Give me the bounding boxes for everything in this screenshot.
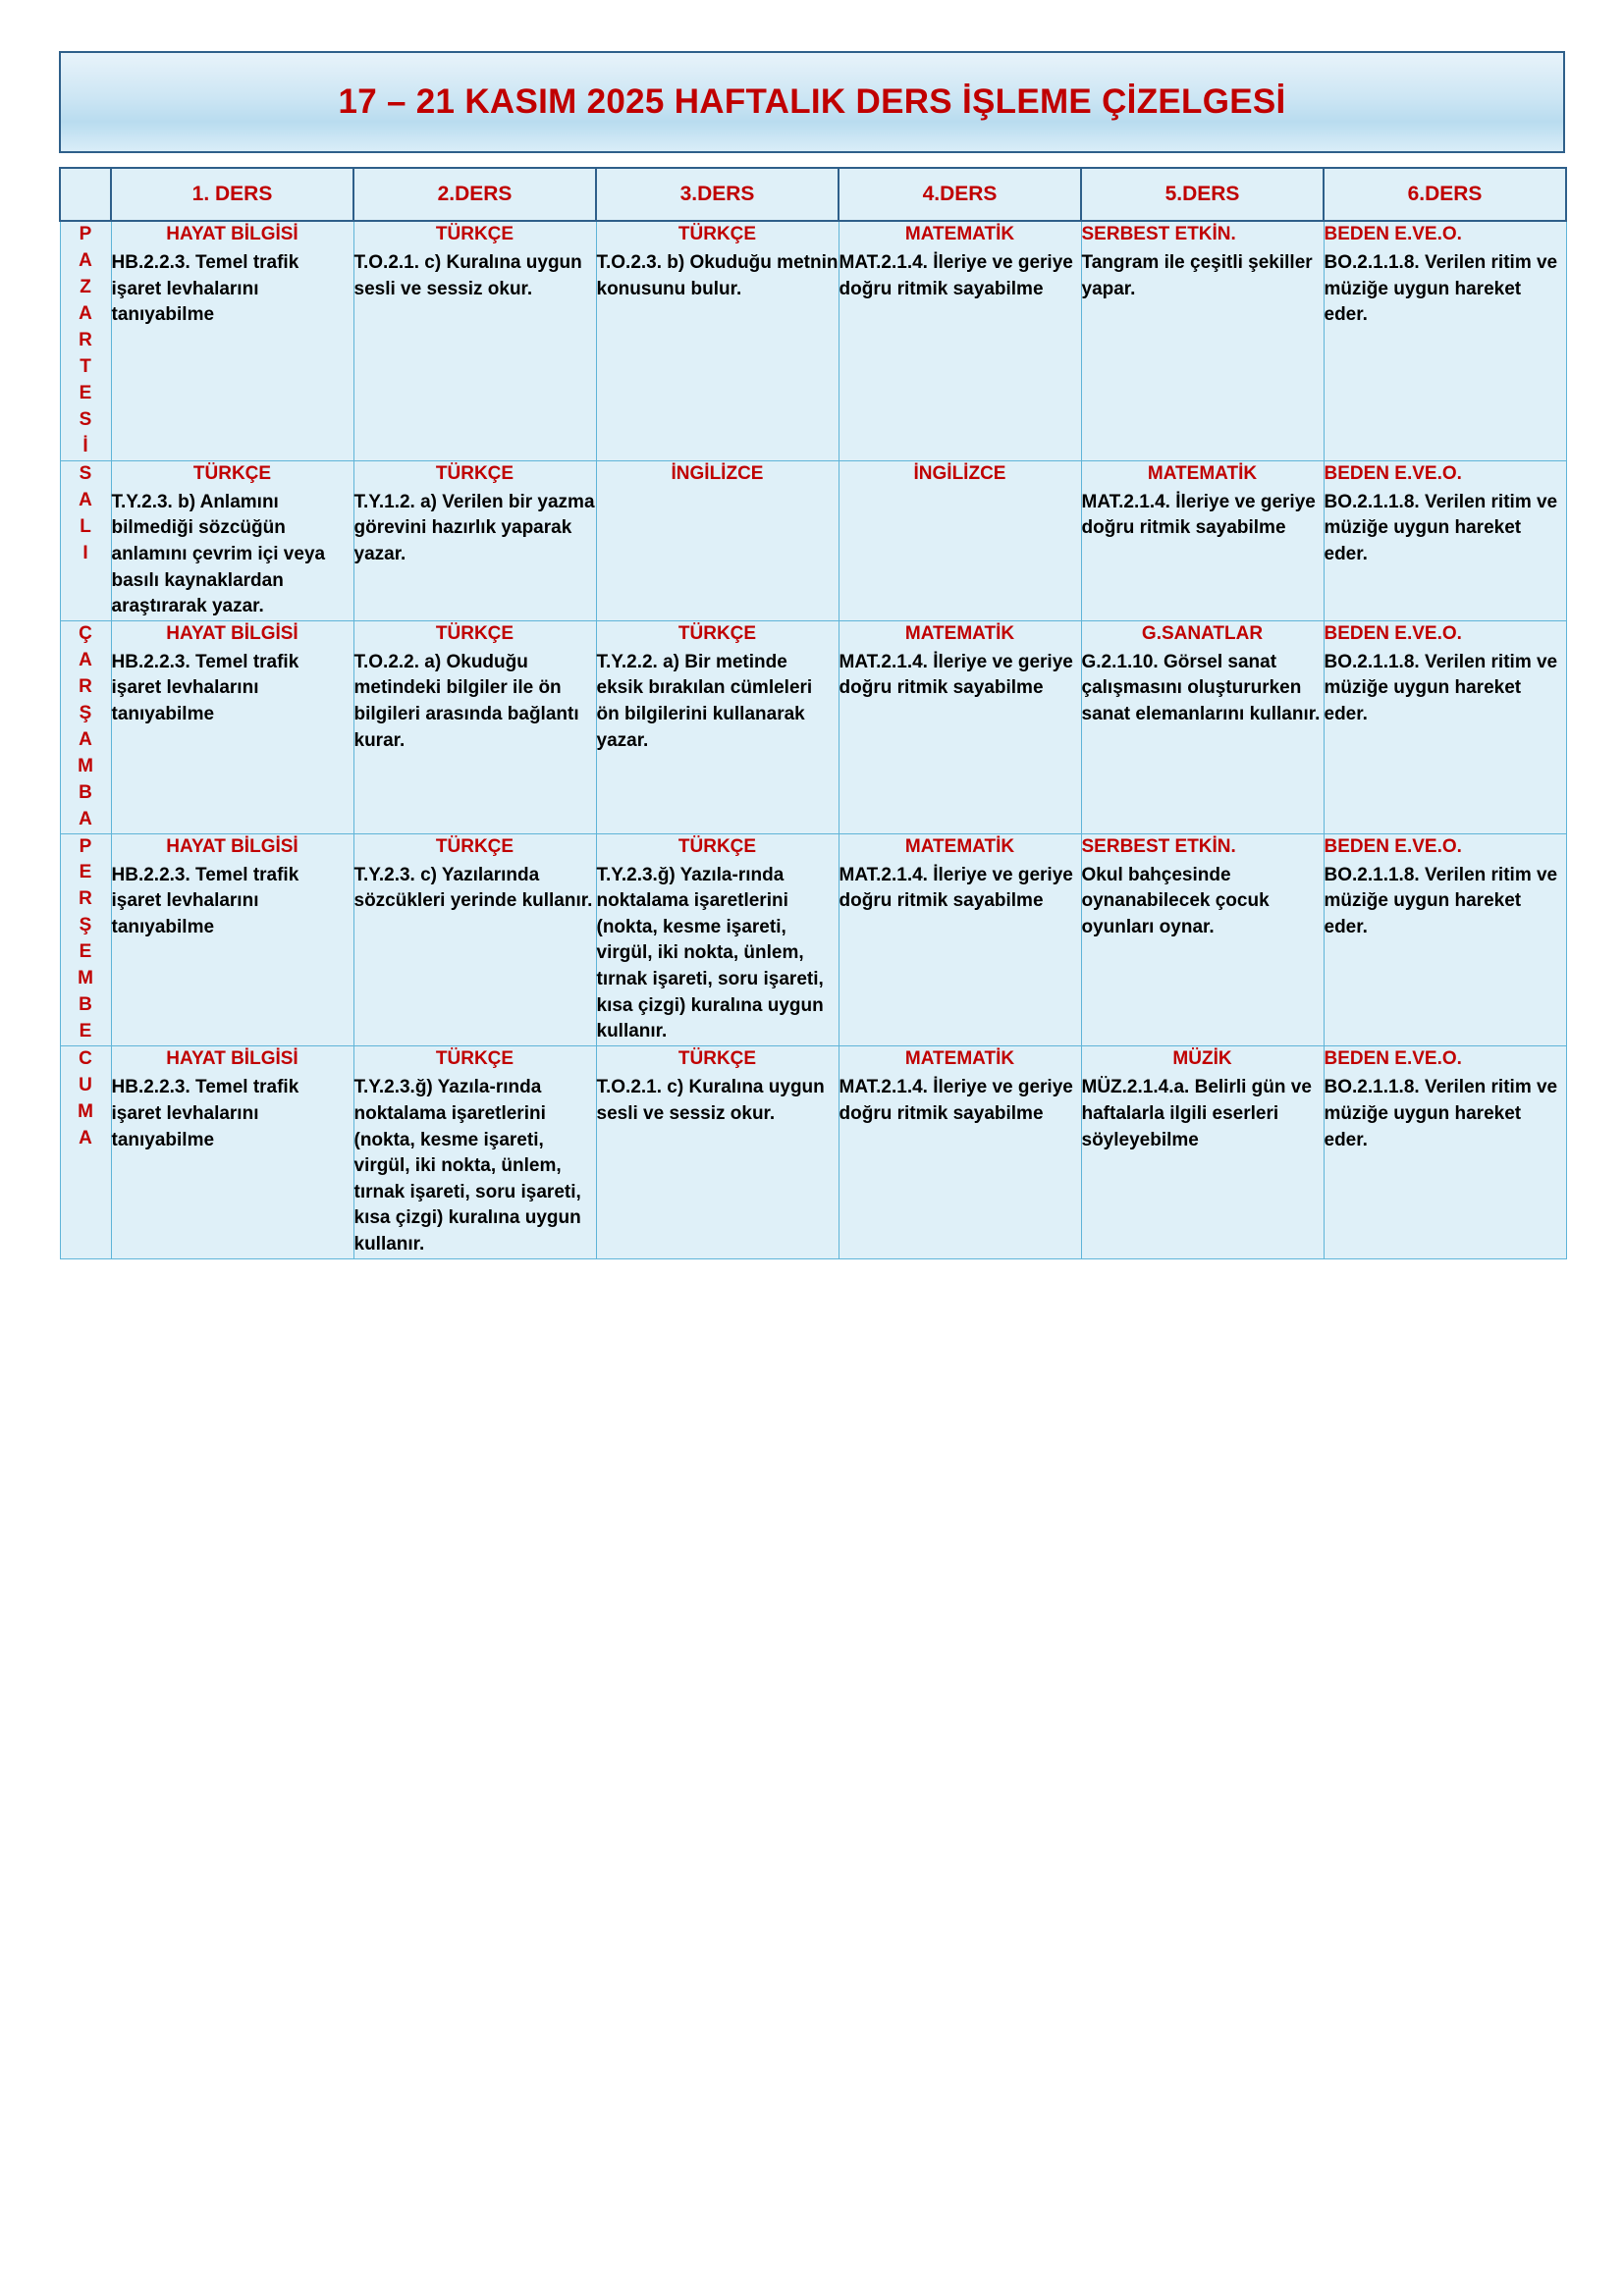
lesson-cell <box>1081 620 1324 833</box>
column-header-lesson-1: 1. DERS <box>111 168 353 221</box>
lesson-outcome: G.2.1.10. Görsel sanat çalışmasını oluştururken sanat elemanlarını kullanır. <box>1081 651 1321 725</box>
lesson-cell <box>111 833 353 1046</box>
lesson-cell <box>353 460 596 620</box>
lesson-subject: TÜRKÇE <box>435 224 514 244</box>
day-label-letter: Ş <box>79 702 92 723</box>
lesson-outcome: BO.2.1.1.8. Verilen ritim ve müziğe uygun hareket eder. <box>1324 1077 1558 1150</box>
lesson-outcome: T.Y.2.3.ğ) Yazıla-rında noktalama işaretlerini (nokta, kesme işareti, virgül, iki nokta, ünlem, tırnak işareti, soru işareti, kısa çizgi) kuralına uygun kullanır. <box>353 1077 581 1255</box>
day-label <box>61 834 111 1046</box>
lesson-outcome: T.Y.1.2. a) Verilen bir yazma görevini hazırlık yaparak yazar. <box>353 491 595 564</box>
lesson-subject: MATEMATİK <box>1147 462 1258 484</box>
day-label-letter: T <box>80 355 91 377</box>
lesson-outcome: MAT.2.1.4. İleriye ve geriye doğru ritmik sayabilme <box>839 252 1073 299</box>
lesson-cell <box>839 833 1081 1046</box>
lesson-cell <box>596 221 839 460</box>
lesson-subject: İNGİLİZCE <box>671 462 764 484</box>
lesson-cell <box>596 833 839 1046</box>
day-label-letter: Ş <box>79 915 92 936</box>
day-label-letter: A <box>79 728 92 750</box>
lesson-outcome: HB.2.2.3. Temel trafik işaret levhalarını tanıyabilme <box>111 252 299 326</box>
table-corner-cell <box>60 168 111 221</box>
lesson-subject: BEDEN E.VE.O. <box>1324 224 1462 244</box>
lesson-cell <box>596 460 839 620</box>
lesson-outcome: MAT.2.1.4. İleriye ve geriye doğru ritmik sayabilme <box>839 1077 1073 1124</box>
lesson-outcome: HB.2.2.3. Temel trafik işaret levhalarını tanıyabilme <box>111 651 299 725</box>
lesson-outcome: BO.2.1.1.8. Verilen ritim ve müziğe uygun hareket eder. <box>1324 491 1558 564</box>
lesson-outcome: MAT.2.1.4. İleriye ve geriye doğru ritmik sayabilme <box>839 864 1073 912</box>
lesson-cell <box>111 460 353 620</box>
day-label-letter: L <box>80 515 91 537</box>
day-label-letter: S <box>79 462 92 484</box>
lesson-cell <box>1324 833 1566 1046</box>
day-label <box>61 222 111 460</box>
day-label-letter: B <box>79 994 92 1016</box>
lesson-cell <box>1324 221 1566 460</box>
lesson-cell <box>111 620 353 833</box>
day-label-letter: A <box>79 302 92 324</box>
lesson-cell <box>839 1046 1081 1258</box>
day-label-letter: A <box>79 1128 92 1149</box>
day-label-letter: İ <box>82 435 88 456</box>
lesson-outcome: T.Y.2.3. b) Anlamını bilmediği sözcüğün anlamını çevrim içi veya basılı kaynaklardan araştırarak yazar. <box>111 491 326 617</box>
day-label-letter: S <box>79 408 92 430</box>
day-label-letter: Z <box>80 276 91 297</box>
day-label-letter: E <box>79 862 92 883</box>
lesson-subject: MATEMATİK <box>904 622 1015 644</box>
day-label-letter: I <box>82 542 88 563</box>
day-label-letter: A <box>79 489 92 510</box>
day-label-cell <box>60 1046 111 1258</box>
lesson-subject: SERBEST ETKİN. <box>1081 224 1236 244</box>
lesson-cell <box>111 1046 353 1258</box>
lesson-subject: İNGİLİZCE <box>913 462 1006 484</box>
day-label-letter: E <box>79 382 92 403</box>
lesson-subject: HAYAT BİLGİSİ <box>166 1048 298 1070</box>
day-label-letter: R <box>79 888 92 910</box>
lesson-cell <box>353 1046 596 1258</box>
lesson-subject: G.SANATLAR <box>1141 622 1264 644</box>
lesson-subject: TÜRKÇE <box>677 622 757 644</box>
lesson-outcome: BO.2.1.1.8. Verilen ritim ve müziğe uygun hareket eder. <box>1324 651 1558 725</box>
lesson-outcome: Tangram ile çeşitli şekiller yapar. <box>1081 252 1313 299</box>
lesson-cell <box>596 1046 839 1258</box>
lesson-subject: HAYAT BİLGİSİ <box>166 835 298 857</box>
day-label <box>61 461 111 567</box>
table-row <box>60 620 1566 833</box>
lesson-outcome: T.O.2.3. b) Okuduğu metnin konusunu bulur. <box>596 252 839 299</box>
lesson-cell <box>596 620 839 833</box>
lesson-outcome: Okul bahçesinde oynanabilecek çocuk oyunları oynar. <box>1081 864 1270 937</box>
lesson-cell <box>353 221 596 460</box>
lesson-cell <box>1081 460 1324 620</box>
lesson-subject: BEDEN E.VE.O. <box>1324 835 1462 857</box>
lesson-cell <box>1081 833 1324 1046</box>
day-label-cell <box>60 221 111 460</box>
lesson-subject: HAYAT BİLGİSİ <box>166 224 298 244</box>
lesson-subject: TÜRKÇE <box>192 462 272 484</box>
lesson-subject: TÜRKÇE <box>435 462 514 484</box>
day-label-letter: R <box>79 329 92 350</box>
lesson-subject: BEDEN E.VE.O. <box>1324 462 1462 484</box>
table-row <box>60 833 1566 1046</box>
lesson-subject: TÜRKÇE <box>677 835 757 857</box>
day-label-letter: R <box>79 675 92 697</box>
day-label-cell <box>60 460 111 620</box>
lesson-subject: TÜRKÇE <box>677 1048 757 1070</box>
day-label-letter: B <box>79 781 92 803</box>
lesson-subject: TÜRKÇE <box>435 622 514 644</box>
lesson-cell <box>1324 460 1566 620</box>
lesson-outcome: BO.2.1.1.8. Verilen ritim ve müziğe uygun hareket eder. <box>1324 864 1558 937</box>
lesson-cell <box>111 221 353 460</box>
lesson-subject: MÜZİK <box>1172 1048 1232 1070</box>
document-title-banner <box>59 51 1565 153</box>
day-label-letter: A <box>79 649 92 670</box>
day-label-letter: C <box>79 1048 92 1070</box>
day-label <box>61 621 111 833</box>
lesson-subject: HAYAT BİLGİSİ <box>166 622 298 644</box>
day-label-letter: E <box>79 1021 92 1042</box>
lesson-cell <box>839 620 1081 833</box>
day-label-cell <box>60 833 111 1046</box>
table-body <box>60 221 1566 1258</box>
lesson-outcome: MAT.2.1.4. İleriye ve geriye doğru ritmik sayabilme <box>1081 491 1316 539</box>
lesson-outcome: HB.2.2.3. Temel trafik işaret levhalarını tanıyabilme <box>111 1077 299 1150</box>
day-label <box>61 1046 111 1152</box>
weekly-lesson-schedule-table <box>59 167 1567 1259</box>
table-row <box>60 460 1566 620</box>
lesson-outcome: T.Y.2.3.ğ) Yazıla-rında noktalama işaretlerini (nokta, kesme işareti, virgül, iki nokta, ünlem, tırnak işareti, soru işareti, kısa çizgi) kuralına uygun kullanır. <box>596 864 824 1042</box>
table-row <box>60 1046 1566 1258</box>
day-label-letter: M <box>78 1101 93 1123</box>
lesson-outcome: T.O.2.2. a) Okuduğu metindeki bilgiler ile ön bilgileri arasında bağlantı kurar. <box>353 651 579 751</box>
lesson-subject: TÜRKÇE <box>435 835 514 857</box>
day-label-cell <box>60 620 111 833</box>
column-header-lesson-5: 5.DERS <box>1081 168 1324 221</box>
lesson-outcome: HB.2.2.3. Temel trafik işaret levhalarını tanıyabilme <box>111 864 299 937</box>
lesson-cell <box>1081 1046 1324 1258</box>
lesson-subject: MATEMATİK <box>904 224 1015 244</box>
lesson-cell <box>353 620 596 833</box>
column-header-lesson-3: 3.DERS <box>596 168 839 221</box>
day-label-letter: A <box>79 808 92 829</box>
lesson-cell <box>839 221 1081 460</box>
day-label-letter: M <box>78 968 93 989</box>
lesson-outcome: T.Y.2.2. a) Bir metinde eksik bırakılan cümleleri ön bilgilerini kullanarak yazar. <box>596 651 813 751</box>
day-label-letter: P <box>79 835 92 857</box>
column-header-lesson-4: 4.DERS <box>839 168 1081 221</box>
lesson-outcome: MAT.2.1.4. İleriye ve geriye doğru ritmik sayabilme <box>839 651 1073 699</box>
column-header-lesson-2: 2.DERS <box>353 168 596 221</box>
day-label-letter: P <box>79 224 92 244</box>
day-label-letter: M <box>78 755 93 776</box>
lesson-outcome: MÜZ.2.1.4.a. Belirli gün ve haftalarla ilgili eserleri söyleyebilme <box>1081 1077 1312 1150</box>
lesson-subject: BEDEN E.VE.O. <box>1324 1048 1462 1070</box>
lesson-cell <box>839 460 1081 620</box>
lesson-outcome: T.O.2.1. c) Kuralına uygun sesli ve sessiz okur. <box>353 252 582 299</box>
lesson-subject: BEDEN E.VE.O. <box>1324 622 1462 644</box>
lesson-subject: MATEMATİK <box>904 835 1015 857</box>
lesson-subject: SERBEST ETKİN. <box>1081 835 1236 857</box>
lesson-cell <box>353 833 596 1046</box>
lesson-cell <box>1081 221 1324 460</box>
lesson-cell <box>1324 620 1566 833</box>
lesson-subject: TÜRKÇE <box>677 224 757 244</box>
day-label-letter: E <box>79 941 92 963</box>
table-row <box>60 221 1566 460</box>
column-header-lesson-6: 6.DERS <box>1324 168 1566 221</box>
table-header-row <box>60 168 1566 221</box>
lesson-outcome: T.Y.2.3. c) Yazılarında sözcükleri yerinde kullanır. <box>353 864 593 912</box>
lesson-outcome: T.O.2.1. c) Kuralına uygun sesli ve sessiz okur. <box>596 1077 825 1124</box>
day-label-letter: U <box>79 1075 92 1096</box>
lesson-cell <box>1324 1046 1566 1258</box>
day-label-letter: A <box>79 249 92 271</box>
lesson-subject: TÜRKÇE <box>435 1048 514 1070</box>
day-label-letter: Ç <box>79 622 92 644</box>
lesson-subject: MATEMATİK <box>904 1048 1015 1070</box>
lesson-outcome: BO.2.1.1.8. Verilen ritim ve müziğe uygun hareket eder. <box>1324 252 1558 326</box>
page-title: 17 – 21 KASIM 2025 HAFTALIK DERS İŞLEME ÇİZELGESİ <box>338 82 1286 121</box>
